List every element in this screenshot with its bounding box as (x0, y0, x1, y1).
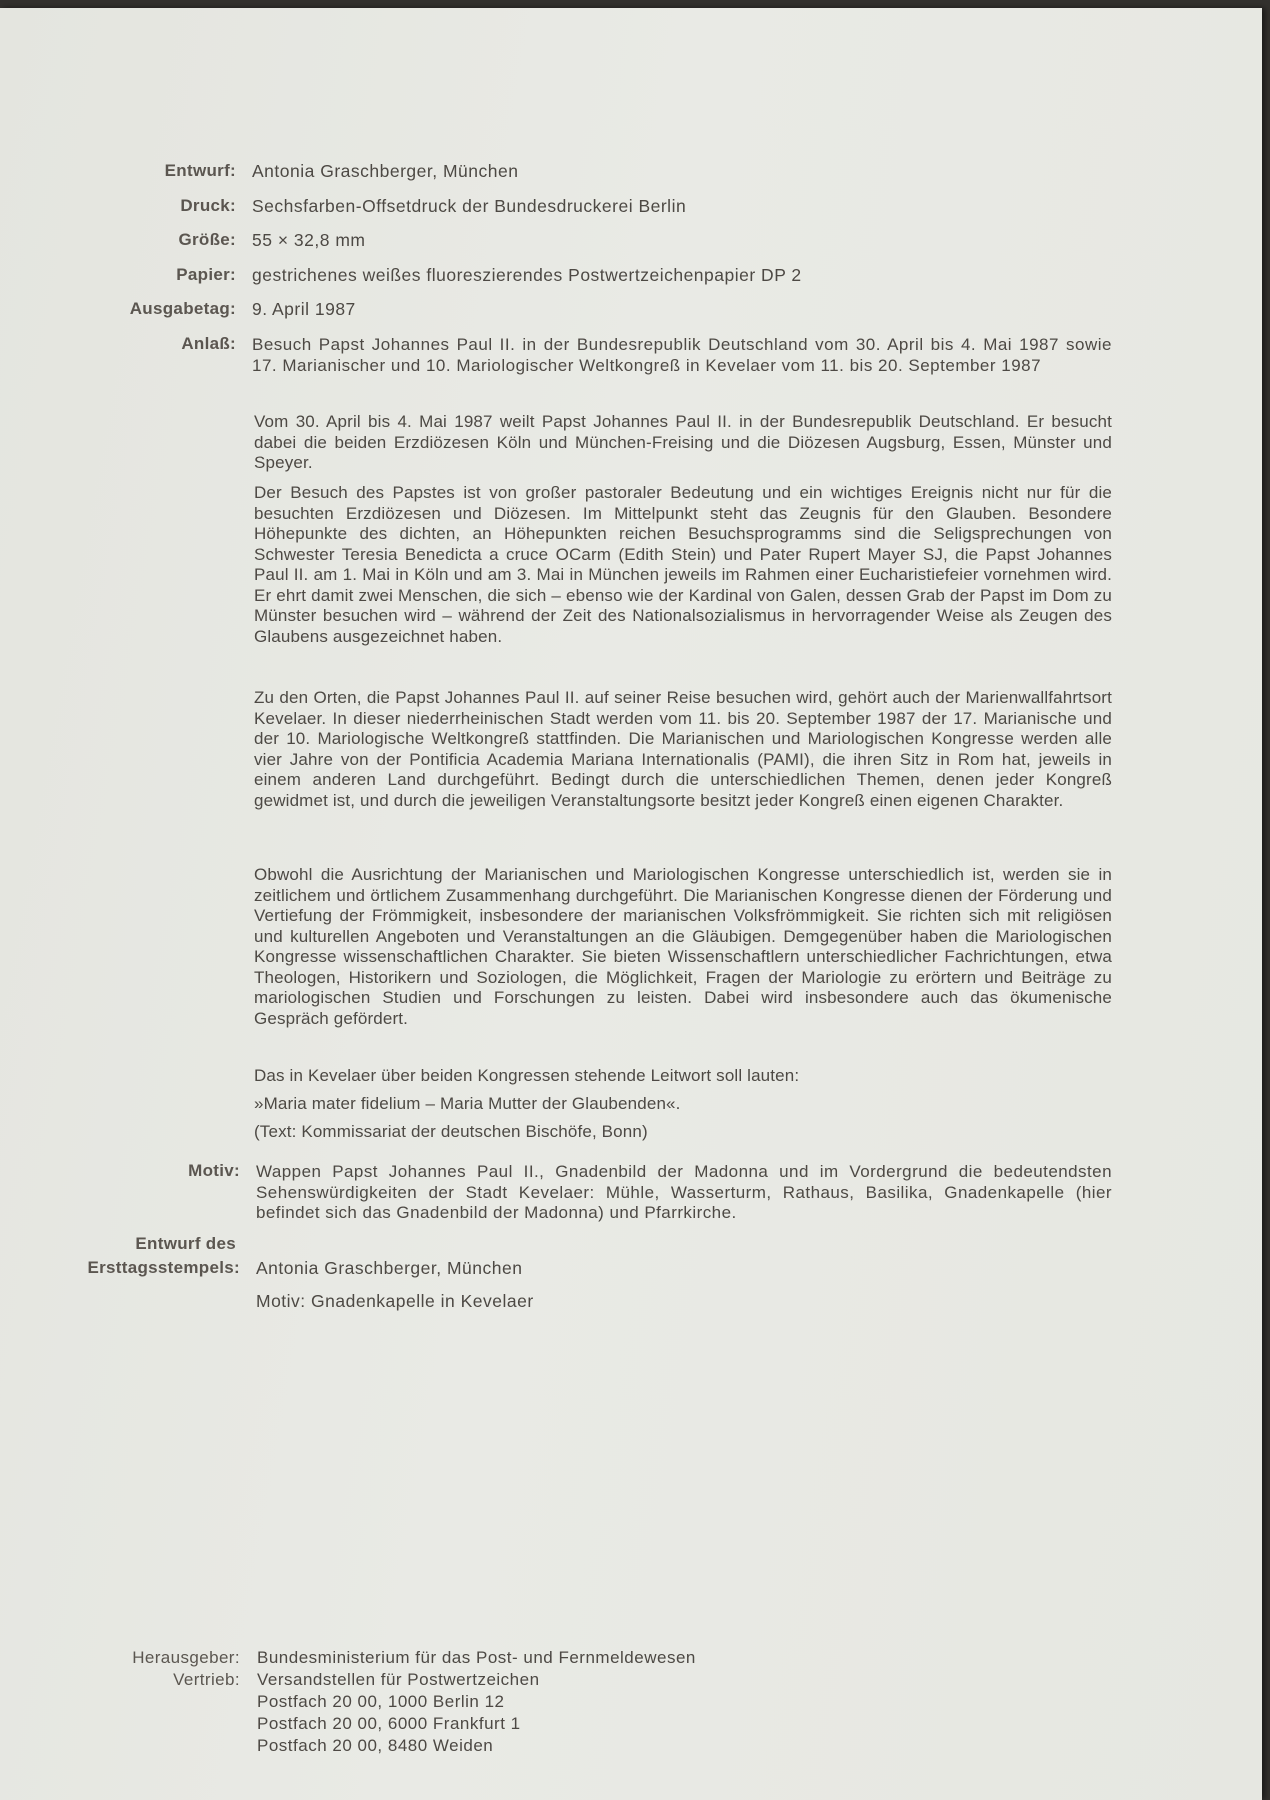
anlass-paragraph-4: Obwohl die Ausrichtung der Marianischen und Mariologischen Kongresse unterschiedlich ist, werden sie in zeitlichem und örtlichem Zusammenhang durchgeführt. Die Marianischen Kongresse dienen der Förderung und Vertiefung der Frömmigkeit, insbesondere der marianischen Volksfrömmigkeit. Sie richten sich mit religiösen und kulturellen Angeboten und Veranstaltungen an die Gläubigen. Demgegenüber haben die Mariologischen Kongresse wissenschaftlichen Charakter. Sie bieten Wissenschaftlern unterschiedlicher Fachrichtungen, etwa Theologen, Historikern und Soziologen, die Möglichkeit, Fragen der Mariologie zu erörtern und Beiträge zu mariologischen Studien und Forschungen zu leisten. Dabei wird insbesondere auch das ökumenische Gespräch gefördert. (254, 865, 1112, 1028)
anlass-paragraph-6: »Maria mater fidelium – Maria Mutter der Glaubenden«. (254, 1094, 681, 1113)
document-sheet (0, 8, 1262, 1800)
address-line: Postfach 20 00, 8480 Weiden (257, 1736, 494, 1755)
herausgeber-label: Herausgeber: (132, 1648, 240, 1667)
vertrieb-value: Versandstellen für Postwertzeichen (257, 1670, 540, 1689)
anlass-paragraph-3: Zu den Orten, die Papst Johannes Paul II. auf seiner Reise besuchen wird, gehört auch der Marienwallfahrtsort Kevelaer. In dieser niederrheinischen Stadt werden vom 11. bis 20. September 1987 der 17. Marianische und der 10. Mariologische Weltkongreß stattfinden. Die Marianischen und Mariologischen Kongresse werden alle vier Jahre von der Pontificia Academia Mariana Internationalis (PAMI), die ihren Sitz in Rom hat, jeweils in einem anderen Land durchgeführt. Bedingt durch die unterschiedlichen Themen, denen jeder Kongreß gewidmet ist, und durch die jeweiligen Veranstaltungsorte besitzt jeder Kongreß einen eigenen Charakter. (254, 688, 1112, 810)
groesse-label: Größe: (178, 230, 236, 249)
ausgabetag-value: 9. April 1987 (252, 299, 356, 319)
stempel-value: Antonia Graschberger, München (256, 1258, 523, 1278)
motiv-value: Wappen Papst Johannes Paul II., Gnadenbild der Madonna und im Vordergrund die bedeutendsten Sehenswürdigkeiten der Stadt Kevelaer: Mühle, Wasserturm, Rathaus, Basilika, Gnadenkapelle (hier befindet sich das Gnadenbild der Madonna) und Pfarrkirche. (256, 1162, 1112, 1222)
anlass-paragraph-1: Vom 30. April bis 4. Mai 1987 weilt Papst Johannes Paul II. in der Bundesrepublik Deutschland. Er besucht dabei die beiden Erzdiözesen Köln und München-Freising und die Diözesen Augsburg, Essen, Münster und Speyer. (254, 412, 1112, 472)
papier-label: Papier: (176, 265, 236, 284)
entwurf-value: Antonia Graschberger, München (252, 161, 519, 181)
druck-label: Druck: (180, 196, 236, 215)
herausgeber-value: Bundesministerium für das Post- und Fernmeldewesen (257, 1648, 696, 1667)
motiv-label: Motiv: (188, 1161, 240, 1180)
druck-value: Sechsfarben-Offsetdruck der Bundesdruckerei Berlin (252, 196, 687, 216)
anlass-title: Besuch Papst Johannes Paul II. in der Bundesrepublik Deutschland vom 30. April bis 4. Mai 1987 sowie 17. Marianischer und 10. Mariologischer Weltkongreß in Kevelaer vom 11. bis 20. September 1987 (252, 335, 1112, 375)
stempel-motiv: Motiv: Gnadenkapelle in Kevelaer (256, 1291, 534, 1311)
papier-value: gestrichenes weißes fluoreszierendes Postwertzeichenpapier DP 2 (252, 265, 802, 285)
ausgabetag-label: Ausgabetag: (129, 299, 236, 318)
vertrieb-label: Vertrieb: (173, 1670, 240, 1689)
anlass-paragraph-2: Der Besuch des Papstes ist von großer pastoraler Bedeutung und ein wichtiges Ereignis nicht nur für die besuchten Erzdiözesen und Diözesen. Im Mittelpunkt steht das Zeugnis für den Glauben. Besondere Höhepunkte des dichten, an Höhepunkten reichen Besuchsprogramms sind die Seligsprechungen von Schwester Teresia Benedicta a cruce OCarm (Edith Stein) und Pater Rupert Mayer SJ, die Papst Johannes Paul II. am 1. Mai in Köln und am 3. Mai in München jeweils im Rahmen einer Eucharistiefeier vornehmen wird. Er ehrt damit zwei Menschen, die sich – ebenso wie der Kardinal von Galen, dessen Grab der Papst im Dom zu Münster besuchen wird – während der Zeit des Nationalsozialismus in hervorragender Weise als Zeugen des Glaubens ausgezeichnet haben. (254, 483, 1112, 646)
address-line: Postfach 20 00, 6000 Frankfurt 1 (257, 1714, 521, 1733)
stempel-label-line1: Entwurf des (135, 1234, 236, 1253)
anlass-paragraph-5: Das in Kevelaer über beiden Kongressen stehende Leitwort soll lauten: (254, 1066, 800, 1085)
anlass-label: Anlaß: (181, 334, 236, 353)
anlass-paragraph-7: (Text: Kommissariat der deutschen Bischöfe, Bonn) (254, 1122, 648, 1141)
groesse-value: 55 × 32,8 mm (252, 230, 366, 250)
address-line: Postfach 20 00, 1000 Berlin 12 (257, 1692, 505, 1711)
entwurf-label: Entwurf: (164, 161, 236, 180)
stempel-label-line2: Ersttagsstempels: (87, 1258, 240, 1277)
